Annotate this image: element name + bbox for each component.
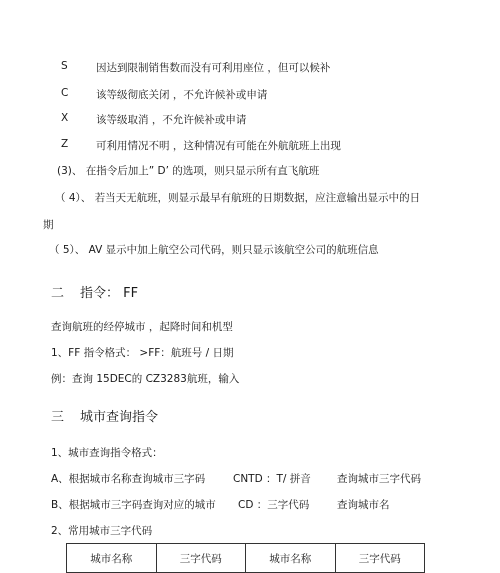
section3-common: 2、常用城市三字代码 <box>51 525 153 537</box>
section3-title: 城市查询指令 <box>80 410 159 425</box>
section3-a-desc: 查询城市三字代码 <box>337 473 421 485</box>
status-code-x: X <box>61 112 69 124</box>
section2-desc: 查询航班的经停城市 ，起降时间和机型 <box>51 321 233 333</box>
section3-b-desc: 查询城市名 <box>337 499 390 511</box>
section2-number: 二 <box>51 286 65 301</box>
section2-title: 指令： FF <box>80 286 139 301</box>
status-desc-x: 该等级取消 ，不允许候补或申请 <box>96 114 247 126</box>
section3-a-label: A、根据城市名称查询城市三字码 <box>51 473 206 485</box>
table-header-cell: 城市名称 <box>246 544 336 573</box>
table-header-row <box>67 544 425 573</box>
section3-number: 三 <box>51 410 65 425</box>
status-desc-c: 该等级彻底关闭 ，不允许候补或申请 <box>96 89 268 101</box>
status-desc-z: 可利用情况不明 ，这种情况有可能在外航航班上出现 <box>96 140 341 152</box>
section3-a-cmd: CNTD ：T/ 拼音 <box>233 473 311 485</box>
status-code-c: C <box>61 87 69 99</box>
note-4-line2: 期 <box>43 219 54 231</box>
note-3: (3)、 在指令后加上” D’ 的选项，则只显示所有直飞航班 <box>57 165 320 177</box>
table-header-cell: 三字代码 <box>335 544 425 573</box>
status-code-z: Z <box>61 138 69 150</box>
table-header-cell: 三字代码 <box>156 544 246 573</box>
section2-example: 例：查询 15DEC的 CZ3283航班，输入 <box>51 373 240 385</box>
note-4-line1: （ 4）、 若当天无航班，则显示最早有航班的日期数据，应注意输出显示中的日 <box>55 192 421 204</box>
status-code-s: S <box>61 60 68 72</box>
section3-b-label: B、根据城市三字码查询对应的城市 <box>51 499 216 511</box>
section3-b-cmd: CD ：三字代码 <box>238 499 310 511</box>
note-5: （ 5）、 AV 显示中加上航空公司代码，则只显示该航空公司的航班信息 <box>49 244 379 256</box>
section3-format-title: 1、城市查询指令格式： <box>51 447 163 459</box>
status-desc-s: 因达到限制销售数而没有可利用座位 ，但可以候补 <box>96 62 331 74</box>
city-code-table <box>66 543 425 573</box>
section2-format: 1、FF 指令格式： >FF：航班号 / 日期 <box>51 347 234 359</box>
table-header-cell: 城市名称 <box>67 544 157 573</box>
